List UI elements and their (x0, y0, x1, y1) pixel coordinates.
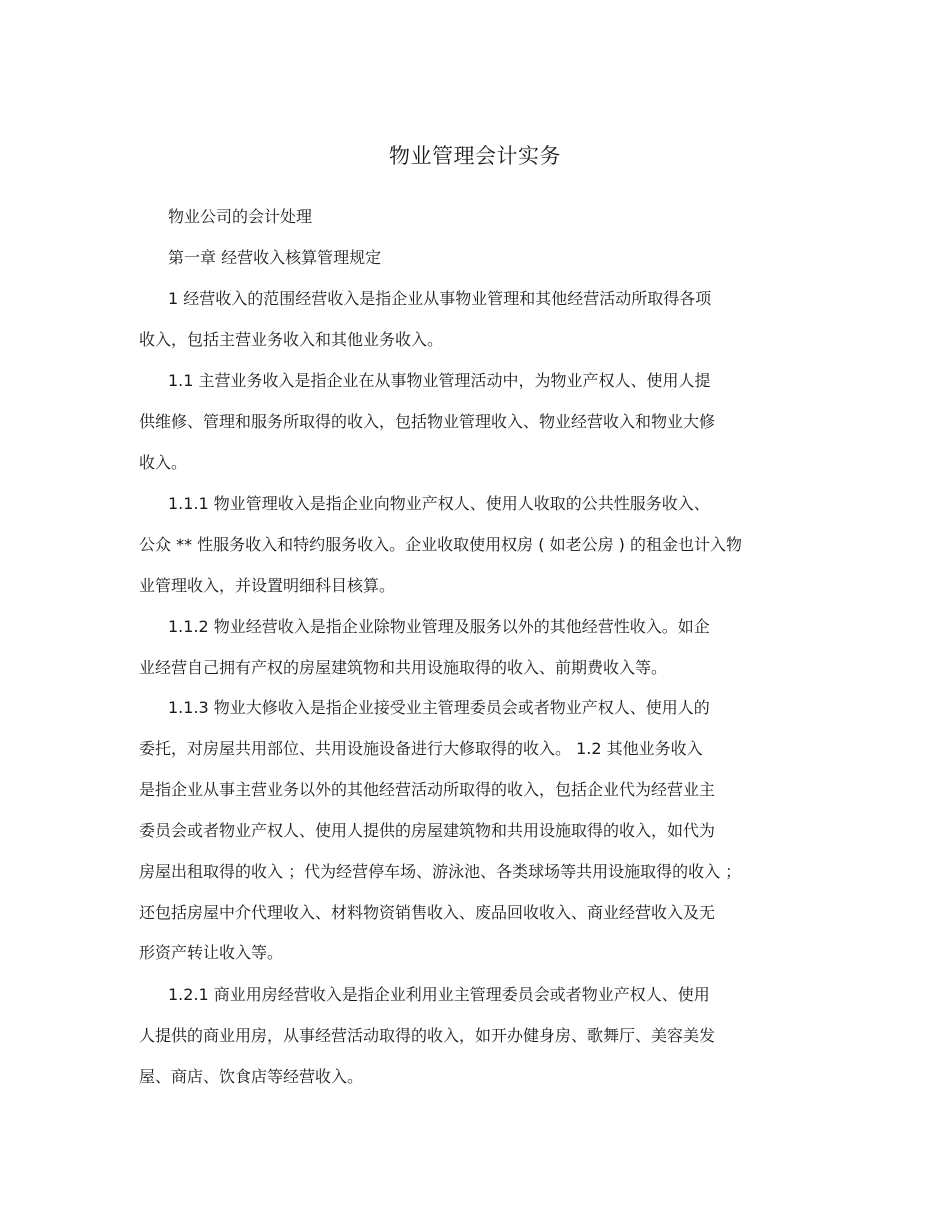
paragraph-line: 业管理收入，并设置明细科目核算。 (139, 576, 396, 595)
paragraph-line: 供维修、管理和服务所取得的收入，包括物业管理收入、物业经营收入和物业大修 (139, 412, 716, 431)
chapter-heading: 第一章 经营收入核算管理规定 (168, 248, 382, 267)
paragraph-line: 1 经营收入的范围经营收入是指企业从事物业管理和其他经营活动所取得各项 (168, 289, 712, 308)
section-heading: 物业公司的会计处理 (168, 207, 313, 226)
paragraph-line: 是指企业从事主营业务以外的其他经营活动所取得的收入，包括企业代为经营业主 (139, 780, 716, 799)
paragraph-line: 业经营自己拥有产权的房屋建筑物和共用设施取得的收入、前期费收入等。 (139, 658, 668, 677)
paragraph-line: 屋、商店、饮食店等经营收入。 (139, 1067, 364, 1086)
paragraph-line: 还包括房屋中介代理收入、材料物资销售收入、废品回收收入、商业经营收入及无 (139, 903, 716, 922)
paragraph-line: 形资产转让收入等。 (139, 943, 284, 962)
paragraph-line: 1.2.1 商业用房经营收入是指企业利用业主管理委员会或者物业产权人、使用 (168, 985, 710, 1004)
paragraph-line: 委员会或者物业产权人、使用人提供的房屋建筑物和共用设施取得的收入，如代为 (139, 821, 716, 840)
paragraph-line: 房屋出租取得的收入 ；代为经营停车场、游泳池、各类球场等共用设施取得的收入 ； (139, 862, 742, 881)
paragraph-line: 1.1.2 物业经营收入是指企业除物业管理及服务以外的其他经营性收入。如企 (168, 617, 710, 636)
document-title: 物业管理会计实务 (389, 144, 561, 168)
paragraph-line: 1.1 主营业务收入是指企业在从事物业管理活动中，为物业产权人、使用人提 (168, 371, 711, 390)
paragraph-line: 1.1.1 物业管理收入是指企业向物业产权人、使用人收取的公共性服务收入、 (168, 494, 710, 513)
paragraph-line: 人提供的商业用房，从事经营活动取得的收入，如开办健身房、歌舞厅、美容美发 (139, 1026, 716, 1045)
paragraph-line: 公众 ** 性服务收入和特约服务收入。企业收取使用权房 ( 如老公房 ) 的租金也计入物 (139, 535, 743, 554)
paragraph-line: 委托，对房屋共用部位、共用设施设备进行大修取得的收入。 1.2 其他业务收入 (139, 739, 703, 758)
paragraph-line: 1.1.3 物业大修收入是指企业接受业主管理委员会或者物业产权人、使用人的 (168, 698, 710, 717)
paragraph-line: 收入，包括主营业务收入和其他业务收入。 (139, 330, 444, 349)
paragraph-line: 收入。 (139, 453, 188, 472)
